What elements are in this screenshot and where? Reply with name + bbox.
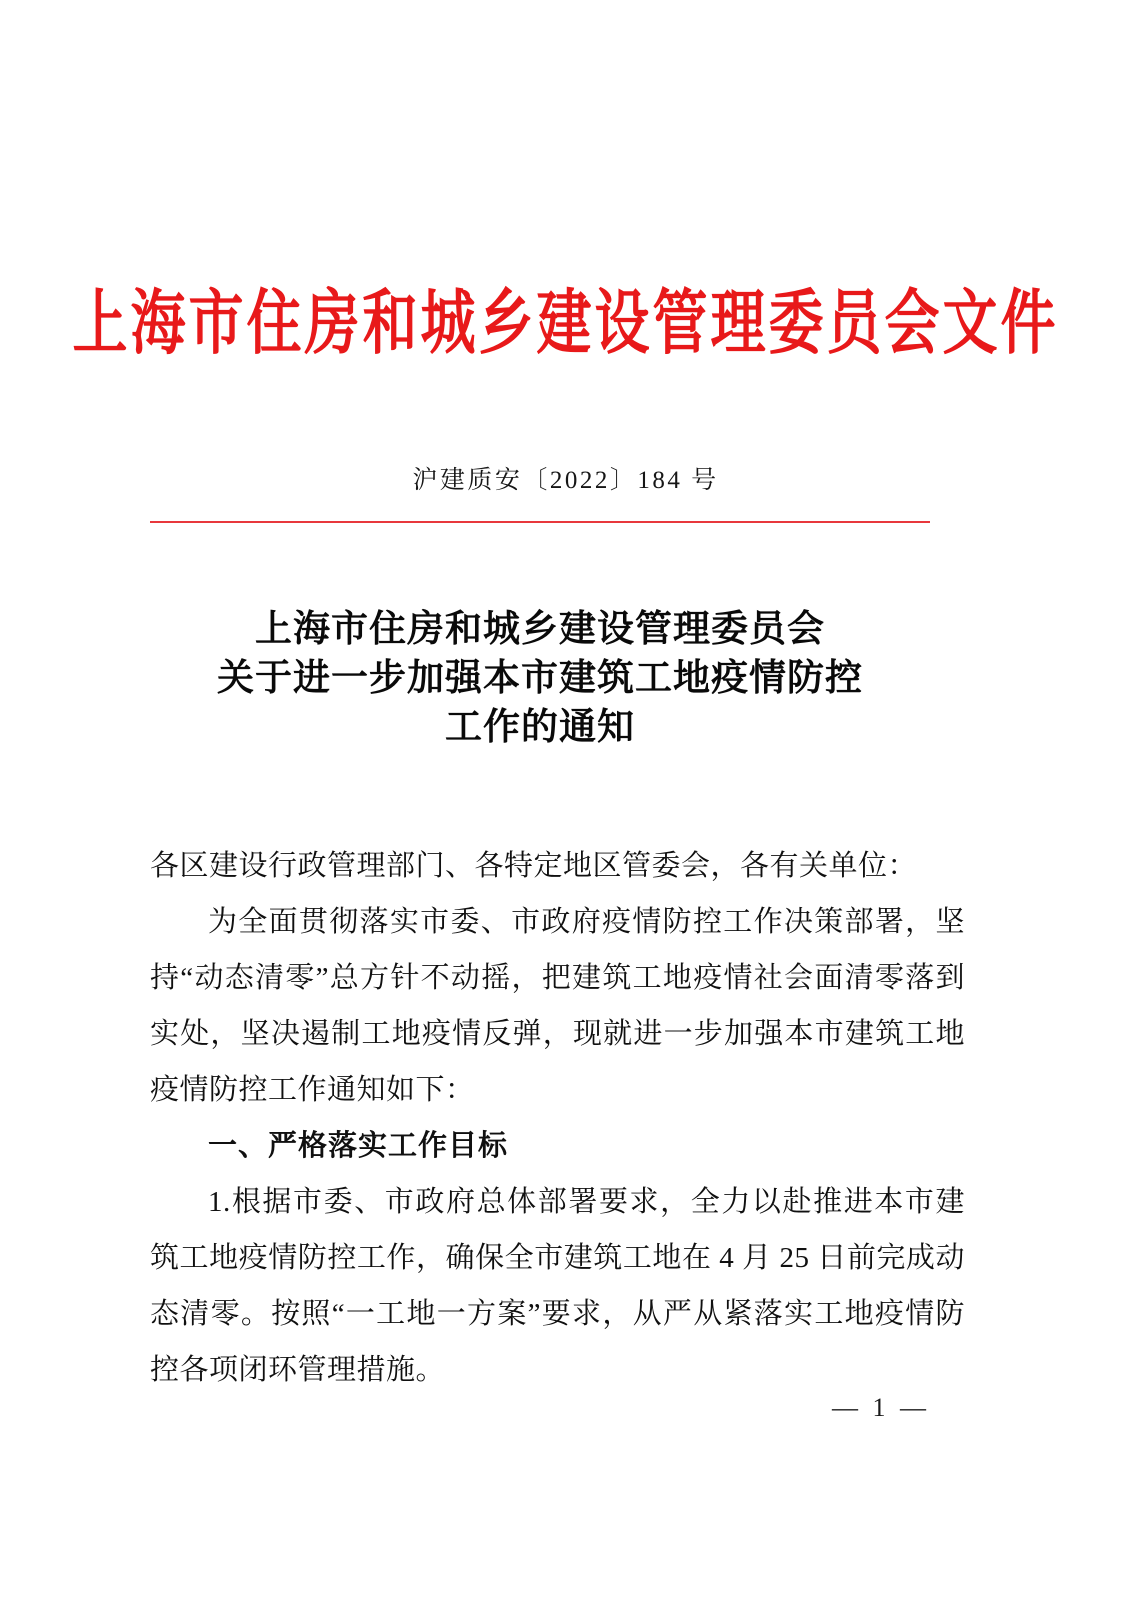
letterhead bbox=[0, 283, 1131, 363]
page-title-line-2: 关于进一步加强本市建筑工地疫情防控 bbox=[217, 658, 863, 699]
letterhead-title: 上海市住房和城乡建设管理委员会文件 bbox=[72, 284, 1059, 363]
page-title bbox=[150, 605, 930, 752]
salutation: 各区建设行政管理部门、各特定地区管委会，各有关单位： bbox=[150, 850, 918, 882]
section-heading-1: 一、严格落实工作目标 bbox=[208, 1130, 509, 1162]
body-paragraph-1: 为全面贯彻落实市委、市政府疫情防控工作决策部署，坚持“动态清零”总方针不动摇，把建筑工地疫情社会面清零落到实处，坚决遏制工地疫情反弹，现就进一步加强本市建筑工地疫情防控工作通知如下： bbox=[150, 906, 965, 1106]
page-number: — 1 — bbox=[832, 1393, 930, 1422]
page-title-line-1: 上海市住房和城乡建设管理委员会 bbox=[255, 609, 825, 650]
document-number: 沪建质安〔2022〕184 号 bbox=[412, 467, 719, 494]
red-divider-rule bbox=[150, 521, 930, 523]
page-title-line-3: 工作的通知 bbox=[445, 707, 635, 748]
document-body bbox=[150, 838, 965, 1398]
body-item-1: 1.根据市委、市政府总体部署要求，全力以赴推进本市建筑工地疫情防控工作，确保全市建筑工地在 4 月 25 日前完成动态清零。按照“一工地一方案”要求，从严从紧落实工地疫情防控各项闭环管理措施。 bbox=[150, 1186, 965, 1386]
